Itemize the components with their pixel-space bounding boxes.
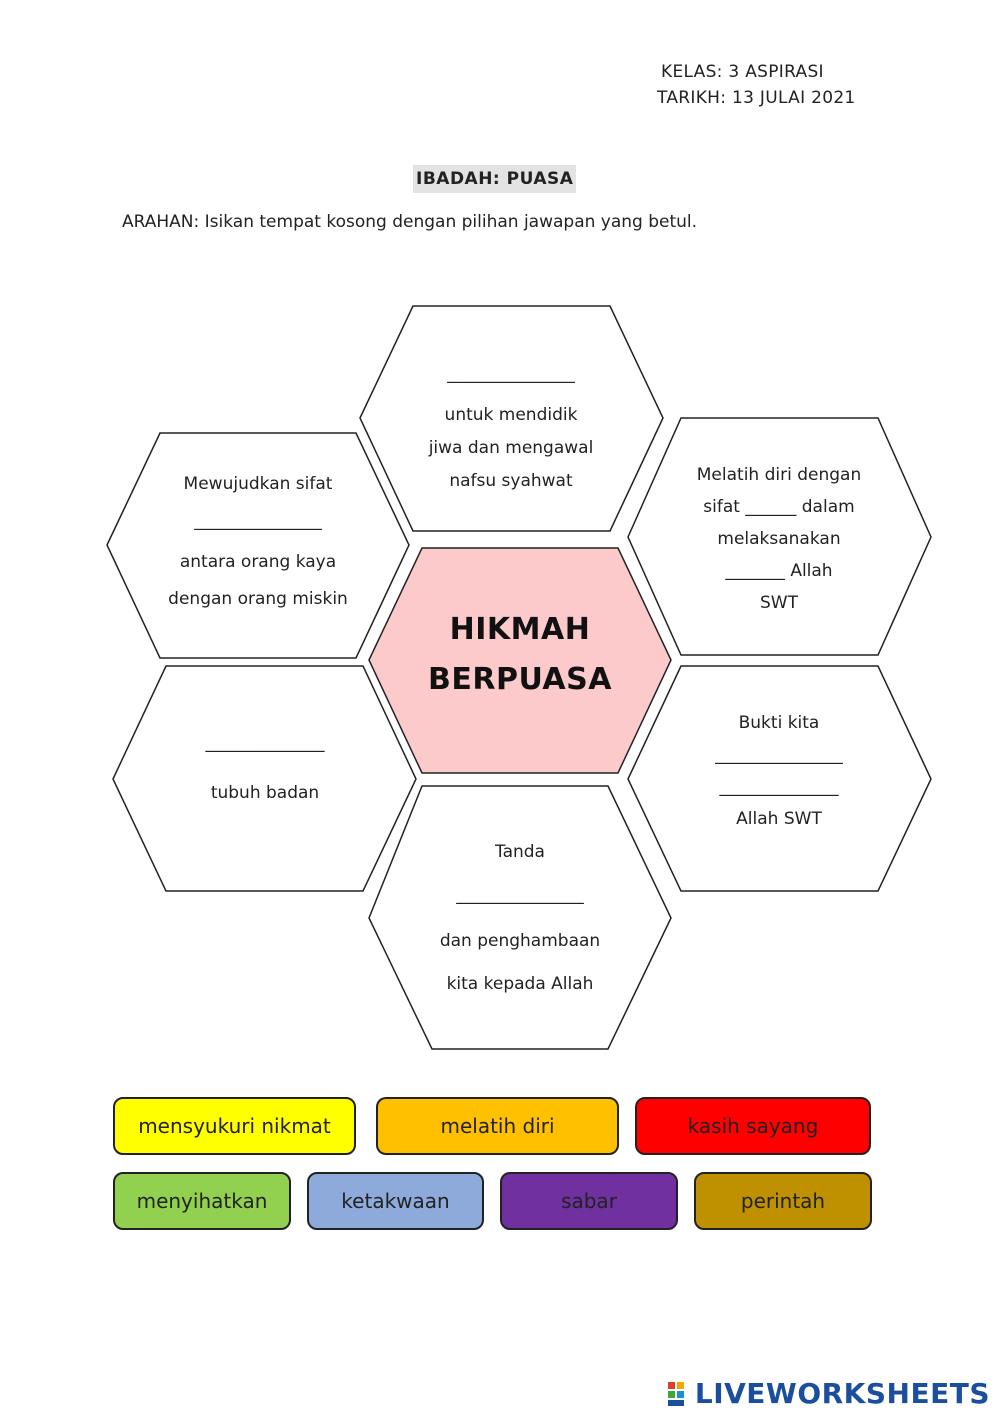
liveworksheets-logo xyxy=(667,1377,990,1410)
hex-text-line: antara orang kaya xyxy=(179,552,337,572)
center-title xyxy=(428,605,612,705)
hex-text-line: Tanda xyxy=(495,842,545,862)
hex-bottom-text xyxy=(440,832,600,1004)
hex-text-line: Bukti kita xyxy=(738,713,820,733)
hex-text-line: tubuh badan xyxy=(210,783,320,803)
hex-upper-right-text xyxy=(697,459,861,619)
class-label: KELAS: 3 ASPIRASI xyxy=(661,62,824,82)
blank-line[interactable]: _______________ xyxy=(194,511,322,531)
hex-upper-left-text xyxy=(168,466,348,618)
hex-text-line: Allah SWT xyxy=(736,809,822,829)
option-kasih-sayang[interactable]: kasih sayang xyxy=(635,1097,871,1155)
worksheet-title: IBADAH: PUASA xyxy=(413,165,576,193)
hex-text-line: dan penghambaan xyxy=(439,931,601,951)
option-menyihatkan[interactable]: menyihatkan xyxy=(113,1172,291,1230)
center-title-line1: HIKMAH xyxy=(449,612,591,647)
blank-line[interactable]: ______________ xyxy=(719,777,839,797)
hex-lower-right-text xyxy=(715,707,843,835)
hex-text-line: kita kepada Allah xyxy=(446,974,594,994)
center-title-line2: BERPUASA xyxy=(428,662,612,697)
option-sabar[interactable]: sabar xyxy=(500,1172,678,1230)
hex-text-line: untuk mendidik xyxy=(444,405,578,425)
hex-top-text xyxy=(429,358,594,498)
option-perintah[interactable]: perintah xyxy=(694,1172,872,1230)
liveworksheets-logo-icon xyxy=(667,1380,693,1408)
hex-text-line: dengan orang miskin xyxy=(168,589,348,609)
hex-text-line: sifat ______ dalam xyxy=(703,497,855,517)
option-ketakwaan[interactable]: ketakwaan xyxy=(307,1172,484,1230)
blank-line[interactable]: ______________ xyxy=(205,733,325,753)
blank-line[interactable]: _______________ xyxy=(447,364,575,384)
liveworksheets-brand: LIVEWORKSHEETS xyxy=(694,1377,990,1410)
blank-line[interactable]: _______________ xyxy=(715,745,843,765)
hex-text-line: SWT xyxy=(760,593,798,613)
hex-text-line: Melatih diri dengan xyxy=(696,465,862,485)
hex-text-line: nafsu syahwat xyxy=(449,471,573,491)
hex-text-line: jiwa dan mengawal xyxy=(428,438,594,458)
blank-line[interactable]: _______________ xyxy=(456,885,584,905)
instruction-text: ARAHAN: Isikan tempat kosong dengan pilihan jawapan yang betul. xyxy=(122,212,698,232)
option-melatih-diri[interactable]: melatih diri xyxy=(376,1097,619,1155)
hex-lower-left-text xyxy=(206,721,325,815)
hex-text-line: Mewujudkan sifat xyxy=(183,474,333,494)
hex-text-line: melaksanakan xyxy=(717,529,841,549)
option-mensyukuri-nikmat[interactable]: mensyukuri nikmat xyxy=(113,1097,356,1155)
date-label: TARIKH: 13 JULAI 2021 xyxy=(657,88,856,108)
hex-text-line: _______ Allah xyxy=(725,561,833,581)
